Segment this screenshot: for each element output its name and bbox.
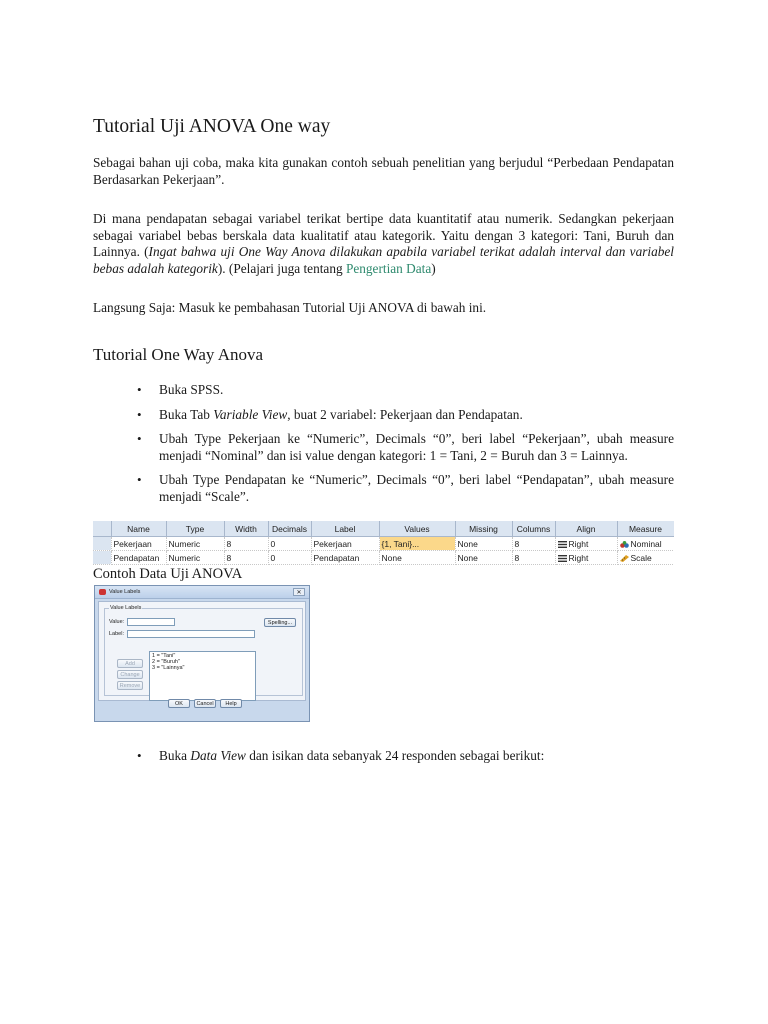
spss-variable-view: [93, 521, 674, 566]
cell-text: Scale: [630, 552, 652, 563]
bullet-icon: •: [137, 431, 142, 446]
intro-paragraph: Sebagai bahan uji coba, maka kita gunakan contoh sebuah penelitian yang berjudul “Perbedaan Pendapatan Berdasarkan Pekerjaan”.: [93, 155, 674, 187]
help-button[interactable]: Help: [220, 699, 242, 708]
table-cell[interactable]: None: [455, 551, 512, 565]
dialog-title: Value Labels: [109, 589, 141, 595]
column-header[interactable]: Decimals: [268, 521, 311, 537]
table-cell[interactable]: [555, 551, 617, 565]
row-header[interactable]: [93, 537, 111, 551]
align-right-icon: [558, 541, 567, 548]
column-header[interactable]: Type: [166, 521, 224, 537]
value-input[interactable]: [127, 618, 175, 626]
list-item: [93, 407, 674, 424]
figure-caption: Contoh Data Uji ANOVA: [93, 566, 243, 582]
description-text-2: ). (Pelajari juga tentang: [217, 260, 346, 276]
row-header[interactable]: [93, 551, 111, 565]
value-labels-dialog: [94, 585, 310, 722]
list-item[interactable]: 3 = "Lainnya": [152, 665, 185, 671]
column-header: [93, 521, 111, 537]
spelling-button[interactable]: Spelling...: [264, 618, 296, 627]
table-cell[interactable]: Pekerjaan: [311, 537, 379, 551]
anova-note: Ingat bahwa uji One Way Anova dilakukan apabila variabel terikat adalah interval dan variabel bebas adalah kategorik: [93, 244, 674, 276]
column-header[interactable]: Missing: [455, 521, 512, 537]
cell-text: Right: [568, 552, 589, 563]
table-cell[interactable]: Pendapatan: [111, 551, 166, 565]
column-header[interactable]: Label: [311, 521, 379, 537]
group-legend: Value Labels: [110, 605, 142, 611]
table-header-row: [93, 521, 674, 537]
table-cell[interactable]: 8: [224, 537, 268, 551]
dialog-titlebar: [95, 586, 309, 599]
list-item[interactable]: 1 = "Tani": [152, 653, 176, 659]
table-row: [93, 537, 674, 551]
data-view-term: Data View: [190, 748, 246, 763]
table-cell[interactable]: [617, 551, 674, 565]
column-header[interactable]: Columns: [512, 521, 555, 537]
variable-table: [93, 521, 674, 565]
pengertian-data-link[interactable]: Pengertian Data: [345, 260, 432, 276]
table-cell[interactable]: Pekerjaan: [111, 537, 166, 551]
value-labels-group: [104, 605, 303, 696]
table-cell[interactable]: Pendapatan: [311, 551, 379, 565]
table-cell[interactable]: 8: [512, 551, 555, 565]
step-text: Buka Tab: [159, 406, 214, 422]
align-right-icon: [558, 555, 567, 562]
lead-paragraph: Langsung Saja: Masuk ke pembahasan Tutorial Uji ANOVA di bawah ini.: [93, 300, 487, 315]
column-header[interactable]: Measure: [617, 521, 674, 537]
table-cell[interactable]: None: [379, 551, 455, 565]
table-cell[interactable]: {1, Tani}...: [379, 537, 455, 551]
description-text: Di mana pendapatan sebagai variabel terikat bertipe data kuantitatif atau numerik. Sedangkan pekerjaan sebagai variabel bebas berskala data kualitatif atau kategorik. Yaitu dengan 3 kategori: Tani, Buruh dan Lainnya. (: [93, 211, 674, 259]
label-label: Label:: [109, 631, 124, 637]
list-item: [93, 472, 674, 505]
variable-view-term: Variable View: [213, 406, 288, 422]
table-cell[interactable]: [617, 537, 674, 551]
steps-list: [93, 382, 674, 505]
change-button[interactable]: Change: [117, 670, 143, 679]
steps-list-continued: [93, 748, 674, 765]
bullet-icon: •: [137, 382, 142, 397]
close-icon[interactable]: ✕: [293, 588, 305, 596]
column-header[interactable]: Width: [224, 521, 268, 537]
column-header[interactable]: Name: [111, 521, 166, 537]
table-cell[interactable]: 0: [268, 551, 311, 565]
description-text-3: ): [431, 260, 436, 276]
list-item: [93, 748, 674, 765]
cancel-button[interactable]: Cancel: [194, 699, 216, 708]
step-text-2: dan isikan data sebanyak 24 responden sebagai berikut:: [245, 748, 545, 763]
table-row: [93, 551, 674, 565]
section-heading: Tutorial One Way Anova: [93, 345, 264, 364]
list-item[interactable]: 2 = "Buruh": [152, 659, 180, 665]
table-cell[interactable]: 0: [268, 537, 311, 551]
page-title: Tutorial Uji ANOVA One way: [93, 116, 331, 137]
step-text: Ubah Type Pekerjaan ke “Numeric”, Decimals “0”, beri label “Pekerjaan”, ubah measure menjadi “Nominal” dan isi value dengan kategori: 1 = Tani, 2 = Buruh dan 3 = Lainnya.: [159, 431, 674, 463]
step-text: Ubah Type Pendapatan ke “Numeric”, Decimals “0”, beri label “Pendapatan”, ubah measure menjadi “Scale”.: [159, 472, 674, 504]
bullet-icon: •: [137, 472, 142, 487]
cell-text: Nominal: [630, 538, 662, 549]
ok-button[interactable]: OK: [168, 699, 190, 708]
bullet-icon: •: [137, 748, 142, 763]
spss-app-icon: [99, 589, 106, 595]
table-cell[interactable]: [555, 537, 617, 551]
value-labels-list[interactable]: [149, 651, 256, 701]
table-cell[interactable]: 8: [224, 551, 268, 565]
bullet-icon: •: [137, 406, 142, 422]
step-text: Buka SPSS.: [159, 382, 224, 397]
label-input[interactable]: [127, 630, 255, 638]
description-paragraph: [93, 211, 674, 277]
scale-ruler-icon: [620, 555, 629, 562]
value-label: Value:: [109, 619, 125, 625]
column-header[interactable]: Align: [555, 521, 617, 537]
table-cell[interactable]: 8: [512, 537, 555, 551]
list-item: [93, 431, 674, 464]
table-cell[interactable]: Numeric: [166, 537, 224, 551]
add-button[interactable]: Add: [117, 659, 143, 668]
dialog-body: [98, 601, 306, 701]
nominal-icon: [620, 541, 629, 548]
step-text-2: , buat 2 variabel: Pekerjaan dan Pendapatan.: [287, 406, 523, 422]
step-text: Buka: [159, 748, 191, 763]
remove-button[interactable]: Remove: [117, 681, 143, 690]
column-header[interactable]: Values: [379, 521, 455, 537]
list-item: [93, 382, 674, 399]
table-cell[interactable]: None: [455, 537, 512, 551]
table-cell[interactable]: Numeric: [166, 551, 224, 565]
cell-text: Right: [568, 538, 589, 549]
